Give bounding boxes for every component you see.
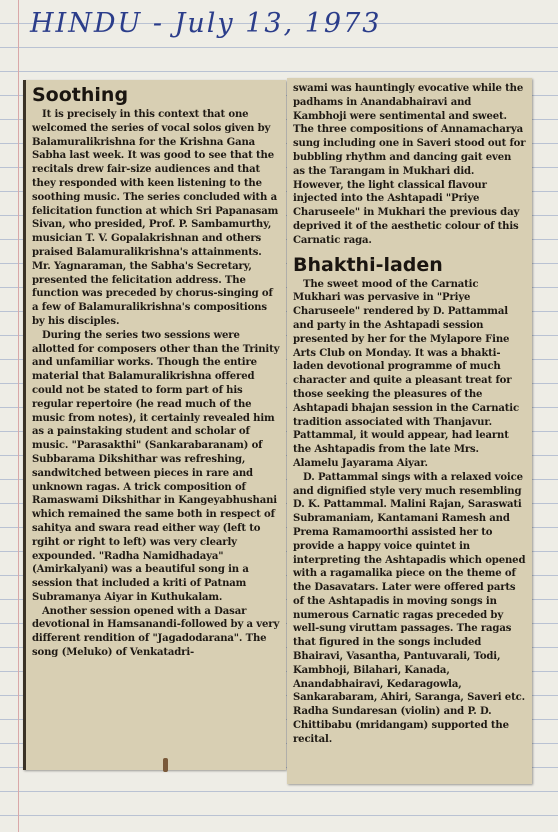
right-body-2 bbox=[293, 278, 526, 747]
handwritten-title: HINDU - July 13, 1973 bbox=[30, 8, 382, 39]
left-paragraph-2: During the series two sessions were allotted for composers other than the Trinity and unfamiliar works. Though the entire material that Balamuralikrishna offered could not be stated to form part of his regular repertoire (he read much of the music from notes), it certainly revealed him as a painstaking student and scholar of music. "Parasakthi" (Sankarabaranam) of Subbarama Dikshithar was refreshing, sandwitched between pieces in rare and unknown ragas. A trick composition of Ramaswami Dikshithar in Kangeyabhushani which remained the same both in respect of sahitya and swara read either way (left to rgiht or right to left) was very clearly expounded. "Radha Namidhadaya" (Amirkalyani) was a beautiful song in a session that included a kriti of Patnam Subramanya Aiyar in Kuthukalam. bbox=[32, 329, 280, 603]
right-column bbox=[293, 82, 526, 747]
left-paragraph-3: Another session opened with a Dasar devotional in Hamsanandi-followed by a very different rendition of "Jagadodarana". The song (Meluko) of Venkatadri- bbox=[32, 605, 280, 659]
right-heading: Bhakthi-laden bbox=[293, 253, 443, 276]
pin-mark bbox=[163, 758, 168, 772]
right-paragraph-2: D. Pattammal sings with a relaxed voice and dignified style very much resembling D. K. Pattammal. Malini Rajan, Saraswati Subramaniam, Kantamani Ramesh and Prema Ramamoorthi assisted her to provide a happy voice quintet in interpreting the Ashtapadis which opened with a ragamalika piece on the theme of the Dasavatars. Later were offered parts of the Ashtapadis in moving songs in numerous Carnatic ragas preceded by well-sung viruttam passages. The ragas that figured in the songs included Bhairavi, Vasantha, Pantuvarali, Todi, Kambhoji, Bilahari, Kanada, Anandabhairavi, Kedaragowla, Sankarabaram, Ahiri, Saranga, Saveri etc. Radha Sundaresan (violin) and P. D. Chittibabu (mridangam) supported the recital. bbox=[293, 471, 526, 745]
left-heading: Soothing bbox=[32, 84, 129, 106]
left-column bbox=[32, 84, 280, 660]
left-clipping bbox=[23, 80, 286, 770]
left-body bbox=[32, 108, 280, 660]
right-body bbox=[293, 82, 526, 248]
right-clipping bbox=[287, 78, 532, 784]
right-paragraph-1: The sweet mood of the Carnatic Mukhari was pervasive in "Priye Charuseele" rendered by D. Pattammal and party in the Ashtapadi session presented by her for the Mylapore Fine Arts Club on Monday. It was a bhakti-laden devotional programme of much character and quite a pleasant treat for those seeking the pleasures of the Ashtapadi bhajan session in the Carnatic tradition associated with Thanjavur. Pattammal, it would appear, had learnt the Ashtapadis from the late Mrs. Alamelu Jayarama Aiyar. bbox=[293, 278, 519, 469]
right-continuation: swami was hauntingly evocative while the padhams in Anandabhairavi and Kambhoji were sentimental and sweet. The three compositions of Annamacharya sung including one in Saveri stood out for bubbling rhythm and dancing gait even as the Tarangam in Mukhari did. However, the light classical flavour injected into the Ashtapadi "Priye Charuseele" in Mukhari the previous day deprived it of the aesthetic colour of this Carnatic raga. bbox=[293, 83, 526, 246]
left-paragraph-1: It is precisely in this context that one welcomed the series of vocal solos given by Balamuralikrishna for the Krishna Gana Sabha last week. It was good to see that the recitals drew fair-size audiences and that they responded with keen listening to the soothing music. The series concluded with a felicitation function at which Sri Papanasam Sivan, who presided, Prof. P. Sambamurthy, musician T. V. Gopalakrishnan and others praised Balamuralikrishna's attainments. Mr. Yagnaraman, the Sabha's Secretary, presented the felicitation address. The function was preceded by chorus-singing of a few of Balamuralikrishna's compositions by his disciples. bbox=[32, 109, 279, 327]
notebook-margin-line bbox=[18, 0, 19, 832]
